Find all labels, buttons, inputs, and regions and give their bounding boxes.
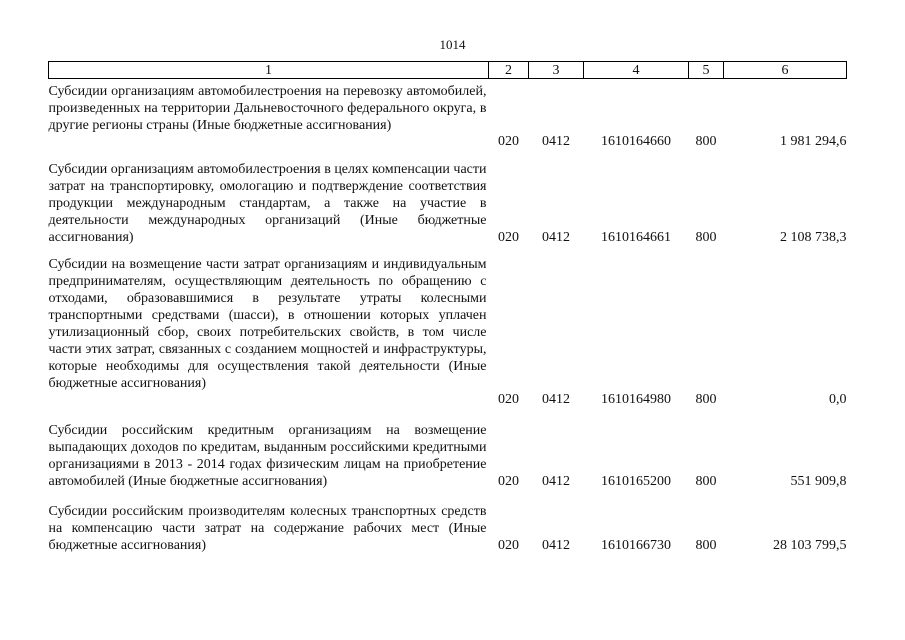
row-description: Субсидии организациям автомобилестроения на перевозку автомобилей, произведенных на территории Дальневосточного федерального округа, в другие регионы страны (Иные бюджетные ассигнования) xyxy=(48,84,487,133)
header-row xyxy=(49,62,847,79)
table-body xyxy=(49,79,847,555)
header-col-1: 1 xyxy=(49,62,489,79)
row-ministry-code: 020 xyxy=(498,474,519,489)
row-expense-type: 800 xyxy=(695,134,717,149)
table-row xyxy=(49,150,847,246)
table-row xyxy=(49,79,847,151)
table-row xyxy=(49,246,847,408)
row-expense-type: 800 xyxy=(695,392,717,407)
row-target-code: 1610164980 xyxy=(601,392,671,407)
row-ministry-code: 020 xyxy=(498,392,519,407)
row-description: Субсидии российским производителям колесных транспортных средств на компенсацию части затрат на содержание рабочих мест (Иные бюджетные ассигнования) xyxy=(48,504,487,553)
row-target-code: 1610165200 xyxy=(601,474,671,489)
row-ministry-code: 020 xyxy=(498,538,519,553)
row-amount: 551 909,8 xyxy=(790,474,847,489)
row-section-code: 0412 xyxy=(542,230,570,245)
row-target-code: 1610164660 xyxy=(601,134,671,149)
row-expense-type: 800 xyxy=(695,474,717,489)
row-target-code: 1610166730 xyxy=(601,538,671,553)
page-number: 1014 xyxy=(439,37,466,52)
row-expense-type: 800 xyxy=(695,230,717,245)
row-amount: 28 103 799,5 xyxy=(773,538,847,553)
row-description: Субсидии организациям автомобилестроения в целях компенсации части затрат на транспортировку, омологацию и подтверждение соответствия продукции международным стандартам, а также на участие в деятельности международных организаций (Иные бюджетные ассигнования) xyxy=(48,162,487,245)
header-col-2: 2 xyxy=(489,62,529,79)
row-expense-type: 800 xyxy=(695,538,717,553)
row-description: Субсидии на возмещение части затрат организациям и индивидуальным предпринимателям, осуществляющим деятельность по обращению с отходами, образовавшимися в результате утраты колесными транспортными средствами (шасси), в отношении которых уплачен утилизационный сбор, своих потребительских свойств, в том числе части этих затрат, связанных с созданием мощностей и инфраструктуры, которые необходимы для осуществления такой деятельности (Иные бюджетные ассигнования) xyxy=(48,257,487,391)
header-col-6: 6 xyxy=(724,62,847,79)
row-amount: 1 981 294,6 xyxy=(780,134,847,149)
header-col-3: 3 xyxy=(529,62,584,79)
budget-table xyxy=(48,61,847,554)
row-target-code: 1610164661 xyxy=(601,230,671,245)
row-section-code: 0412 xyxy=(542,474,570,489)
row-ministry-code: 020 xyxy=(498,134,519,149)
header-col-5: 5 xyxy=(689,62,724,79)
table-header xyxy=(49,62,847,79)
row-section-code: 0412 xyxy=(542,134,570,149)
row-amount: 2 108 738,3 xyxy=(780,230,847,245)
table-row xyxy=(49,408,847,490)
row-amount: 0,0 xyxy=(829,392,847,407)
row-ministry-code: 020 xyxy=(498,230,519,245)
row-section-code: 0412 xyxy=(542,538,570,553)
row-section-code: 0412 xyxy=(542,392,570,407)
row-description: Субсидии российским кредитным организациям на возмещение выпадающих доходов по кредитам, выданным российскими кредитными организациями в 2013 - 2014 годах физическим лицам на приобретение автомобилей (Иные бюджетные ассигнования) xyxy=(48,423,487,489)
table-row xyxy=(49,490,847,554)
header-col-4: 4 xyxy=(584,62,689,79)
